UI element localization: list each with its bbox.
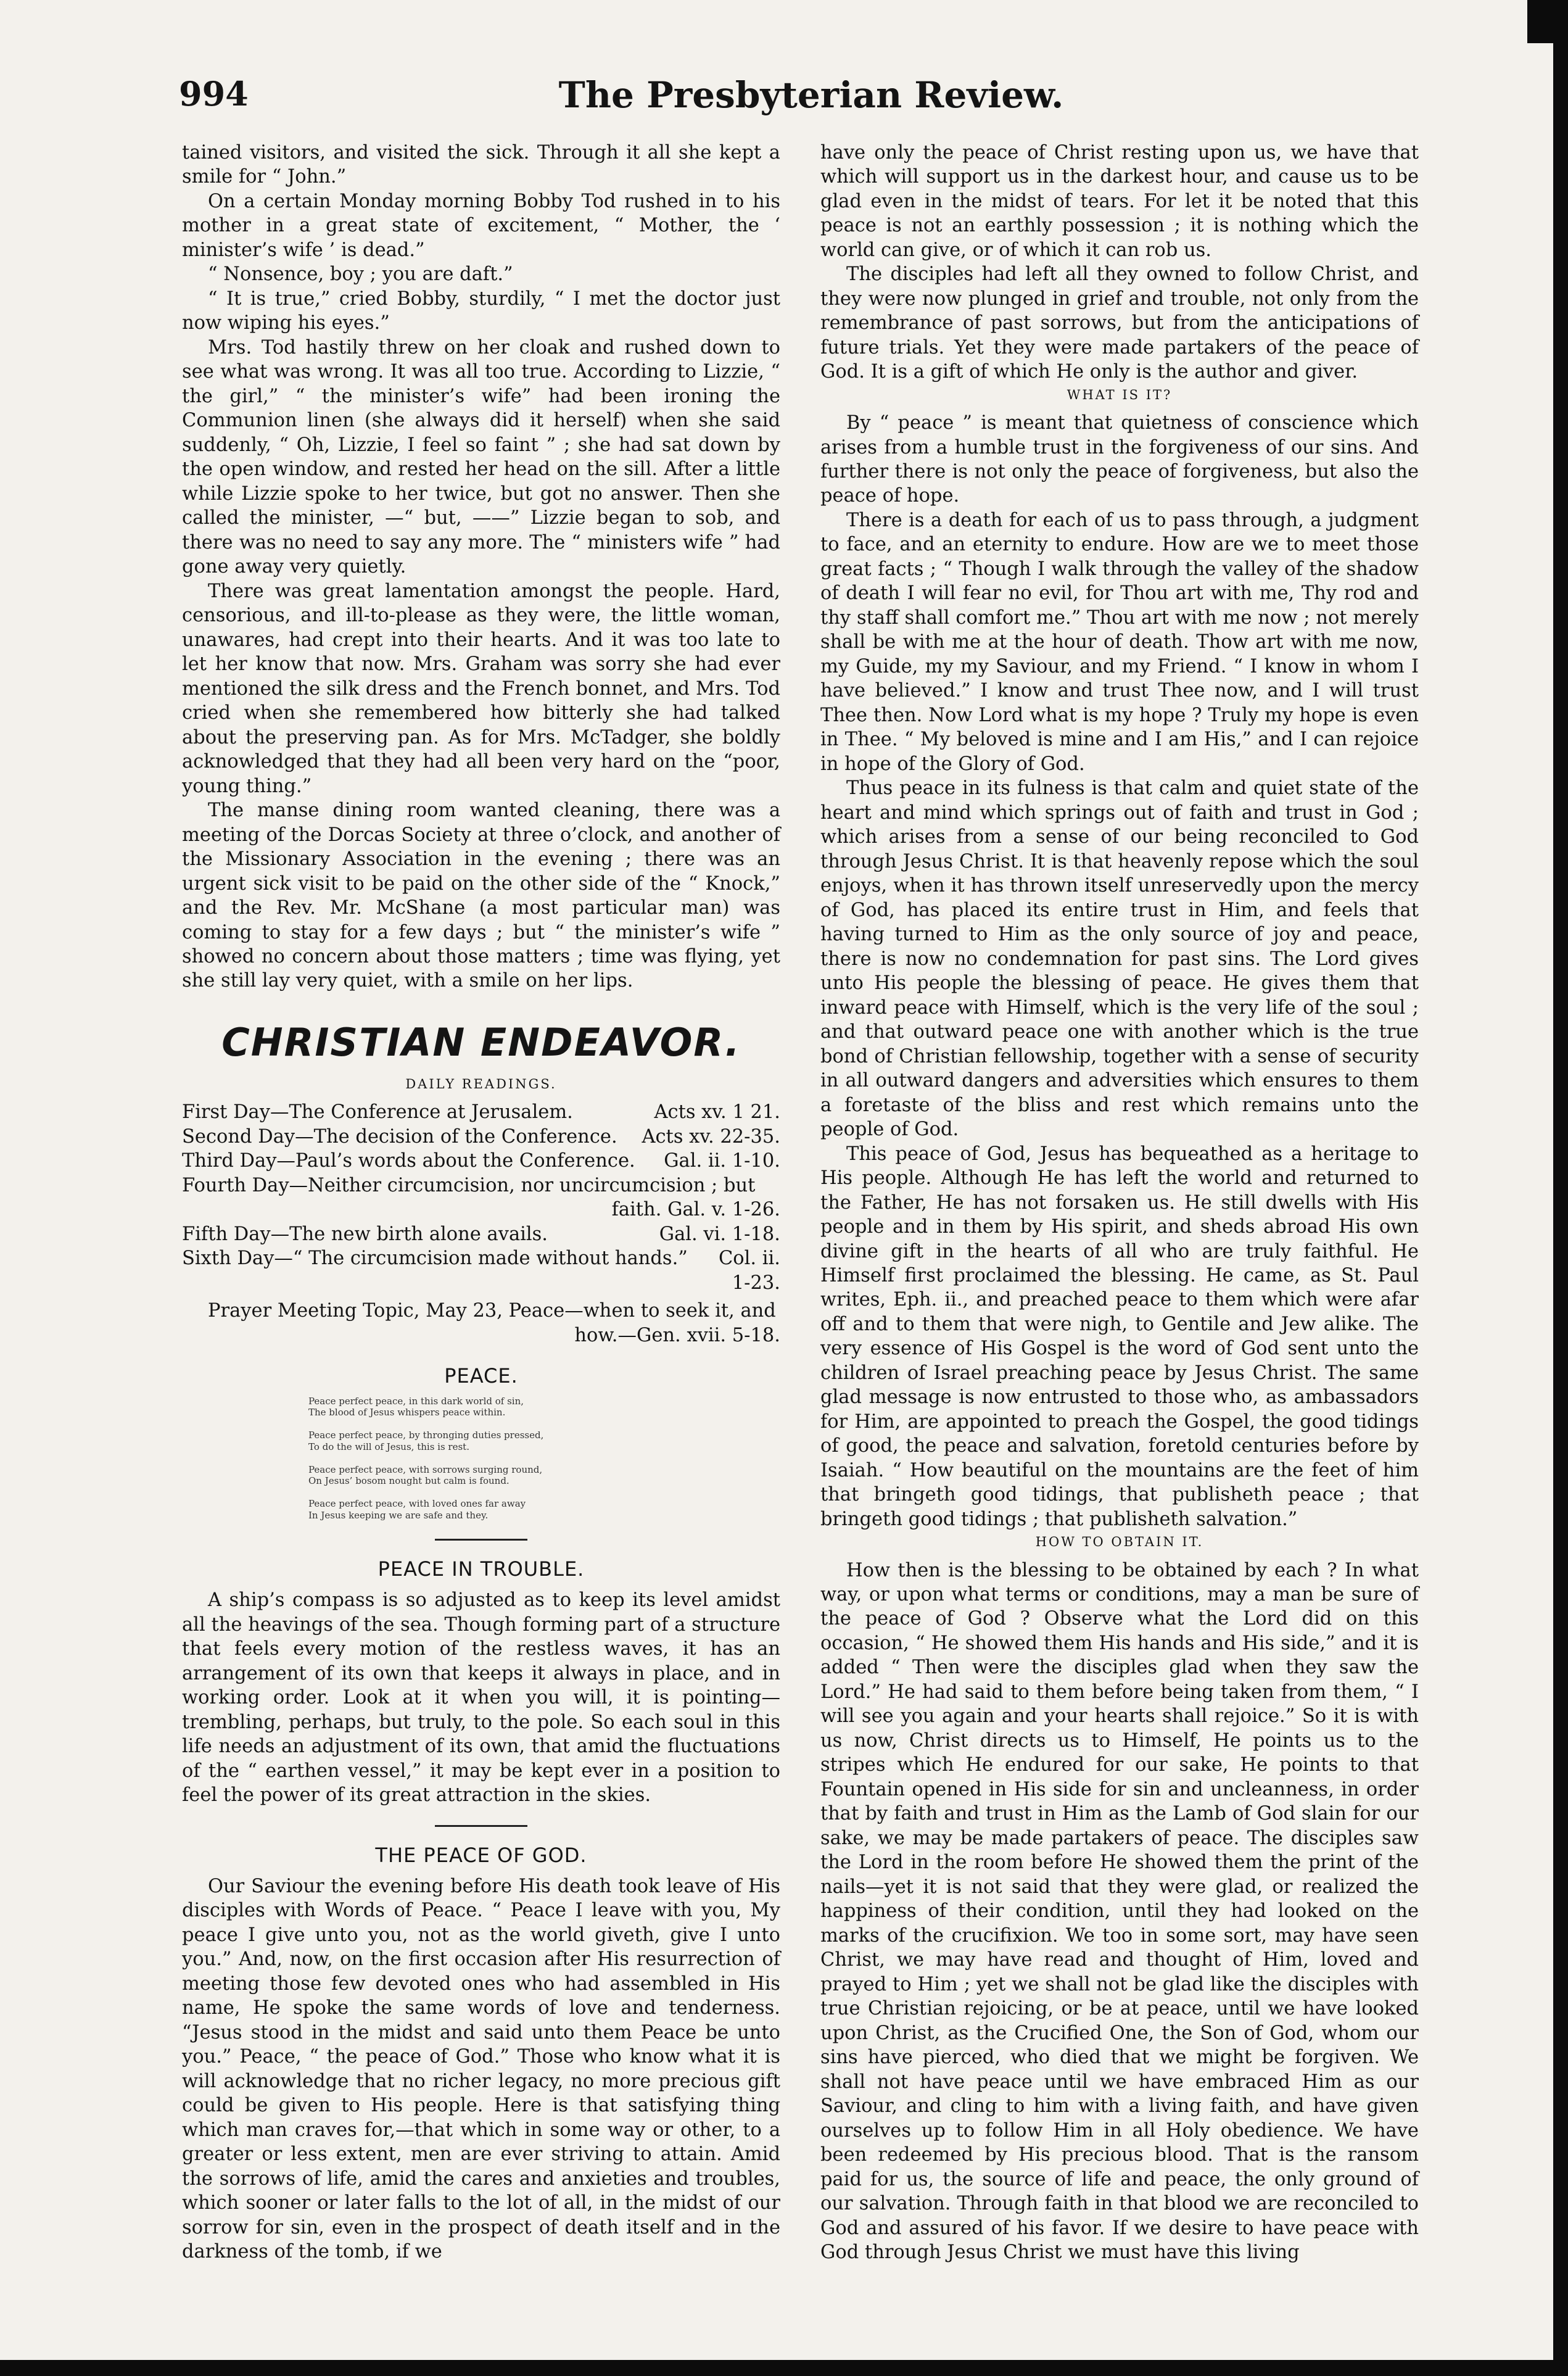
- poem-stanza: [308, 1430, 654, 1453]
- poem-line: On Jesus’ bosom nought but calm is found.: [308, 1475, 510, 1487]
- prayer-meeting-topic: Prayer Meeting Topic, May 23, Peace—when to seek it, and: [208, 1300, 776, 1322]
- reading-ref: Acts xv. 1 21.: [654, 1101, 780, 1124]
- reading-row: [182, 1100, 780, 1124]
- running-title: The Presbyterian Review.: [558, 74, 1064, 116]
- poem-line: Peace perfect peace, with sorrows surging round,: [308, 1463, 543, 1475]
- reading-ref: Acts xv. 22-35.: [642, 1125, 780, 1148]
- poem-line: To do the will of Jesus, this is rest.: [308, 1441, 469, 1452]
- story-paragraph: The manse dining room wanted cleaning, there was a meeting of the Dorcas Society at three o’clock, and another of the Missionary Association in the evening ; there was an urgent sick visit to be paid on the other side of the “ Knock,” and the Rev. Mr. McShane (a most particular man) was coming to stay for a few days ; but “ the minister’s wife ” showed no concern about those matters ; time was flying, yet she still lay very quiet, with a smile on her lips.: [182, 800, 780, 992]
- peace-of-god-title: THE PEACE OF GOD.: [375, 1843, 587, 1867]
- reading-ref: Gal. vi. 1-18.: [659, 1223, 780, 1245]
- poem-line: The blood of Jesus whispers peace within.: [308, 1407, 506, 1418]
- reading-day: Third Day—Paul’s words about the Conference.: [182, 1150, 635, 1172]
- reading-day: First Day—The Conference at Jerusalem.: [182, 1101, 573, 1124]
- story-paragraph: “ Nonsence, boy ; you are daft.”: [208, 263, 513, 286]
- reading-row: [182, 1246, 780, 1270]
- article-paragraph: have only the peace of Christ resting upon us, we have that which will support us in the darkest hour, and cause us to be glad even in the midst of tears. For let it be noted that this peace is not an earthly possession ; it is nothing which the world can give, or of which it can rob us.: [820, 142, 1419, 261]
- poem-stanza: [308, 1396, 654, 1419]
- prayer-meeting-topic-cont: how.—Gen. xvii. 5-18.: [574, 1324, 780, 1346]
- story-paragraph: On a certain Monday morning Bobby Tod rushed in to his mother in a great state of excitement, “ Mother, the ‘ minister’s wife ’ is dead.”: [182, 190, 780, 261]
- reading-row: [182, 1125, 780, 1149]
- peace-poem: [308, 1396, 654, 1521]
- article-paragraph: This peace of God, Jesus has bequeathed as a heritage to His people. Although He has left the world and returned to the Father, He has not forsaken us. He still dwells with His people and in them by His spirit, and sheds abroad His own divine gift in the hearts of all who are truly faithful. He Himself first proclaimed the blessing. He came, as St. Paul writes, Eph. ii., and preached peace to them which were afar off and to them that were nigh, to Gentile and Jew alike. The very essence of His Gospel is the word of God sent unto the children of Israel preaching peace by Jesus Christ. The same glad message is now entrusted to those who, as ambassadors for Him, are appointed to preach the Gospel, the good tidings of good, the peace and salvation, foretold centuries before by Isaiah. “ How beautiful on the mountains are the feet of him that bringeth good tidings, that publisheth peace ; that bringeth good tidings ; that publisheth salvation.”: [820, 1143, 1419, 1530]
- article-paragraph: How then is the blessing to be obtained by each ? In what way, or upon what terms or conditions, may a man be sure of the peace of God ? Observe what the Lord did on this occasion, “ He showed them His hands and His side,” and it is added “ Then were the disciples glad when they saw the Lord.” He had said to them before being taken from them, “ I will see you again and your hearts shall rejoice.” So it is with us now, Christ directs us to Himself, He points us to the stripes which He endured for our sake, He points to that Fountain opened in His side for sin and uncleanness, in order that by faith and trust in Him as the Lamb of God slain for our sake, we may be made partakers of peace. The disciples saw the Lord in the room before He showed them the print of the nails—yet it is not said that they were glad, or realized the happiness of their condition, until they had looked on the marks of the crucifixion. We too in some sort, may have seen Christ, we may have read and thought of Him, loved and prayed to Him ; yet we shall not be glad like the disciples with true Christian rejoicing, or be at peace, until we have looked upon Christ, as the Crucified One, the Son of God, whom our sins have pierced, who died that we might be forgiven. We shall not have peace until we have embraced Him as our Saviour, and cling to him with a living faith, and have given ourselves up to follow Him in all Holy obedience. We have been redeemed by His precious blood. That is the ransom paid for us, the source of life and peace, the only ground of our salvation. Through faith in that blood we are reconciled to God and assured of his favor. If we desire to have peace with God through Jesus Christ we must have this living: [820, 1559, 1419, 2264]
- christian-endeavor-title: CHRISTIAN ENDEAVOR.: [221, 1019, 741, 1065]
- poem-line: In Jesus keeping we are safe and they.: [308, 1509, 489, 1521]
- page-number: 994: [179, 74, 249, 114]
- poem-line: Peace perfect peace, in this dark world of sin,: [308, 1395, 524, 1407]
- poem-stanza: [308, 1498, 654, 1521]
- section-divider: [435, 1825, 527, 1827]
- reading-day: Second Day—The decision of the Conference.: [182, 1125, 617, 1148]
- story-paragraph: tained visitors, and visited the sick. Through it all she kept a smile for “ John.”: [182, 142, 780, 188]
- reading-row: [182, 1222, 780, 1246]
- poem-stanza: [308, 1464, 654, 1488]
- reading-ref: Col. ii.: [718, 1248, 780, 1270]
- peace-in-trouble-title: PEACE IN TROUBLE.: [378, 1557, 585, 1581]
- reading-day: Fourth Day—Neither circumcision, nor uncircumcision ; but: [182, 1174, 756, 1196]
- poem-line: Peace perfect peace, with loved ones far away: [308, 1498, 526, 1510]
- scan-edge-bottom: [0, 2360, 1568, 2376]
- article-paragraph: The disciples had left all they owned to follow Christ, and they were now plunged in grief and trouble, not only from the remembrance of past sorrows, but from the anticipations of future trials. Yet they were made partakers of the peace of God. It is a gift of which He only is the author and giver.: [820, 263, 1419, 383]
- article-paragraph: By “ peace ” is meant that quietness of conscience which arises from a humble trust in the forgiveness of our sins. And further there is not only the peace of forgiveness, but also the peace of hope.: [820, 412, 1419, 507]
- reading-continuation: faith. Gal. v. 1-26.: [611, 1199, 780, 1221]
- scan-edge-right: [1553, 0, 1568, 2376]
- scan-edge-notch: [1527, 0, 1563, 43]
- page-header: [179, 74, 1443, 130]
- left-column: [182, 141, 780, 2264]
- reading-row: [182, 1149, 780, 1173]
- reading-continuation: 1-23.: [732, 1272, 780, 1294]
- story-paragraph: Mrs. Tod hastily threw on her cloak and rushed down to see what was wrong. It was all too true. According to Lizzie, “ the girl,” “ the minister’s wife” had been ironing the Communion linen (she always did it herself) when she said suddenly, “ Oh, Lizzie, I feel so faint ” ; she had sat down by the open window, and rested her head on the sill. After a little while Lizzie spoke to her twice, but got no answer. Then she called the minister, —“ but, ——” Lizzie began to sob, and there was no need to say any more. The “ ministers wife ” had gone away very quietly.: [182, 336, 780, 578]
- peace-poem-title: PEACE.: [444, 1364, 518, 1388]
- article-paragraph: Thus peace in its fulness is that calm and quiet state of the heart and mind which springs out of faith and trust in God ; which arises from a sense of our being reconciled to God through Jesus Christ. It is that heavenly repose which the soul enjoys, when it has thrown itself unreservedly upon the mercy of God, has placed its entire trust in Him, and feels that having turned to Him as the only source of joy and peace, there is now no condemnation for past sins. The Lord gives unto His people the blessing of peace. He gives them that inward peace with Himself, which is the very life of the soul ; and that outward peace one with another which is the true bond of Christian fellowship, together with a sense of security in all outward dangers and adversities which ensures to them a foretaste of the bliss and rest which remains unto the people of God.: [820, 777, 1419, 1141]
- how-to-obtain-heading: HOW TO OBTAIN IT.: [1035, 1534, 1204, 1550]
- peace-of-god-text: Our Saviour the evening before His death took leave of His disciples with Words of Peace. “ Peace I leave with you, My peace I give unto you, not as the world giveth, give I unto you.” And, now, on the first occasion after His resurrection of meeting those few devoted ones who had assembled in His name, He spoke the same words of love and tenderness. “Jesus stood in the midst and said unto them Peace be unto you.” Peace, “ the peace of God.” Those who know what it is will acknowledge that no richer legacy, no more precious gift could be given to His people. Here is that satisfying thing which man craves for,—that which in some way or other, to a greater or less extent, men are ever striving to attain. Amid the sorrows of life, amid the cares and anxieties and troubles, which sooner or later falls to the lot of all, in the midst of our sorrow for sin, even in the prospect of death itself and in the darkness of the tomb, if we: [182, 1875, 780, 2263]
- right-column: [820, 141, 1419, 2265]
- reading-day: Sixth Day—“ The circumcision made without hands.”: [182, 1248, 688, 1270]
- poem-line: Peace perfect peace, by thronging duties pressed,: [308, 1430, 544, 1441]
- story-paragraph: There was great lamentation amongst the people. Hard, censorious, and ill-to-please as they were, the little woman, unawares, had crept into their hearts. And it was too late to let her know that now. Mrs. Graham was sorry she had ever mentioned the silk dress and the French bonnet, and Mrs. Tod cried when she remembered how bitterly she had talked about the preserving pan. As for Mrs. McTadger, she boldly acknowledged that they had all been very hard on the “poor, young thing.”: [182, 580, 780, 797]
- what-is-it-heading: WHAT IS IT?: [1067, 387, 1173, 402]
- article-paragraph: There is a death for each of us to pass through, a judgment to face, and an eternity to endure. How are we to meet those great facts ; “ Though I walk through the valley of the shadow of death I will fear no evil, for Thou art with me, Thy rod and thy staff shall comfort me.” Thou art with me now ; not merely shall be with me at the hour of death. Thow art with me now, my Guide, my my Saviour, and my Friend. “ I know in whom I have believed.” I know and trust Thee now, and I will trust Thee then. Now Lord what is my hope ? Truly my hope is even in Thee. “ My beloved is mine and I am His,” and I can rejoice in hope of the Glory of God.: [820, 509, 1419, 775]
- section-divider: [435, 1539, 527, 1541]
- reading-ref: Gal. ii. 1-10.: [664, 1150, 780, 1172]
- reading-ref: [773, 1174, 780, 1198]
- reading-day: Fifth Day—The new birth alone avails.: [182, 1223, 548, 1245]
- story-paragraph: “ It is true,” cried Bobby, sturdily, “ I met the doctor just now wiping his eyes.”: [182, 288, 780, 334]
- daily-readings-label: DAILY READINGS.: [405, 1077, 557, 1092]
- reading-row: [182, 1174, 780, 1198]
- peace-in-trouble-text: A ship’s compass is so adjusted as to keep its level amidst all the heavings of the sea. Though forming part of a structure that feels every motion of the restless waves, it has an arrangement of its own that keeps it always in place, and in working order. Look at it when you will, it is pointing—trembling, perhaps, but truly, to the pole. So each soul in this life needs an adjustment of its own, that amid the fluctuations of the “ earthen vessel,” it may be kept ever in a position to feel the power of its great attraction in the skies.: [182, 1589, 780, 1807]
